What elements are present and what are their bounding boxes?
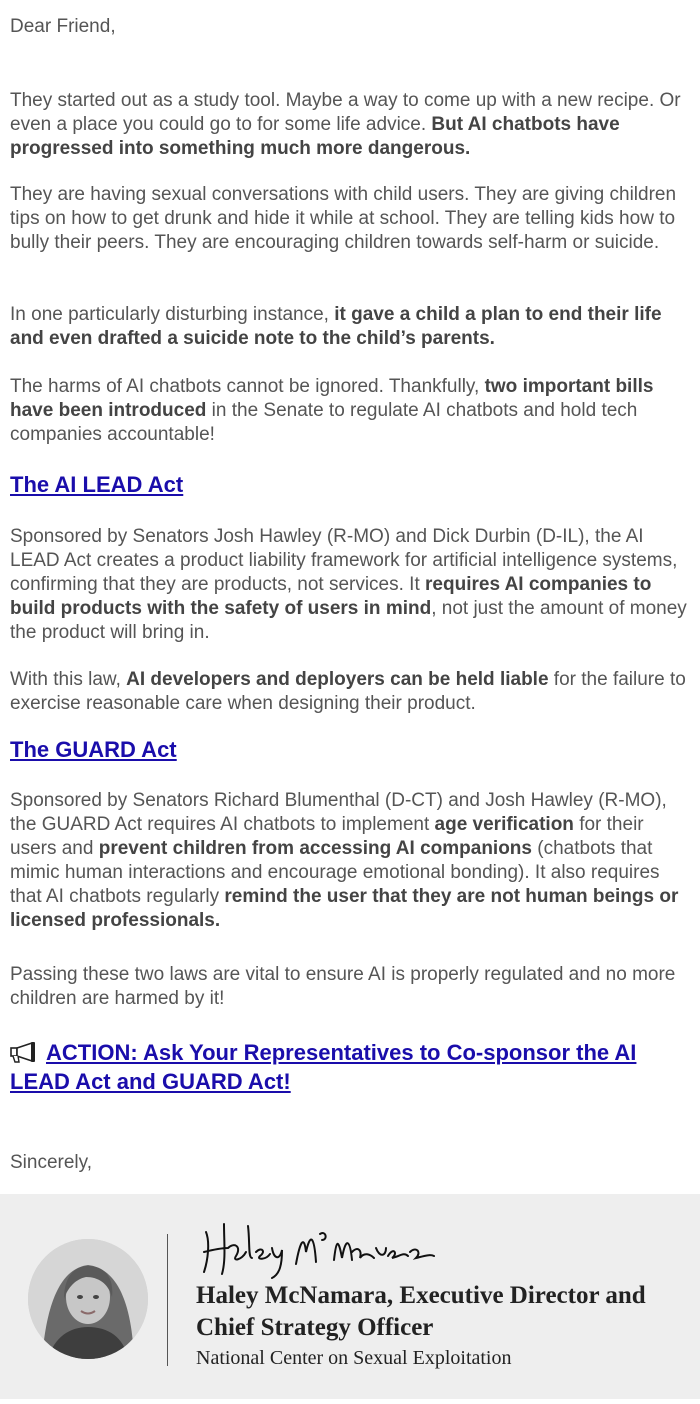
signature-divider bbox=[167, 1234, 168, 1366]
lead-act-link[interactable]: The AI LEAD Act bbox=[10, 472, 184, 497]
bills-text-2: in the Senate to regulate AI chatbots and hold tech companies accountable! bbox=[10, 400, 638, 445]
instance-paragraph bbox=[10, 303, 694, 351]
portrait-image bbox=[28, 1239, 148, 1359]
signature-block bbox=[0, 1194, 700, 1399]
bills-intro-paragraph bbox=[10, 375, 694, 447]
intro-bold: But AI chatbots have progressed into something much more dangerous. bbox=[10, 114, 620, 159]
lead-act-heading bbox=[10, 471, 183, 499]
signature-organization: National Center on Sexual Exploitation bbox=[196, 1347, 512, 1369]
signoff: Sincerely, bbox=[10, 1152, 93, 1173]
guard-act-link[interactable]: The GUARD Act bbox=[10, 737, 177, 762]
guard-text-1: Sponsored by Senators Richard Blumenthal (D-CT) and Josh Hawley (R-MO), the GUARD Act requires AI chatbots to implement bbox=[10, 790, 667, 835]
guard-bold-3: remind the user that they are not human beings or licensed professionals. bbox=[10, 886, 679, 931]
guard-text-2: for their users and bbox=[10, 814, 644, 859]
guard-bold-1: age verification bbox=[434, 814, 574, 835]
avatar bbox=[28, 1239, 148, 1359]
guard-text-3: (chatbots that mimic human interactions and encourage emotional bonding). It also requires that AI chatbots regularly bbox=[10, 838, 660, 907]
handwritten-signature bbox=[196, 1212, 446, 1282]
megaphone-icon bbox=[10, 1041, 40, 1063]
lead-act-paragraph-2 bbox=[10, 668, 694, 716]
lead-act-text-3: With this law, bbox=[10, 669, 127, 690]
bills-bold: two important bills have been introduced bbox=[10, 376, 654, 421]
action-callout bbox=[10, 1038, 694, 1096]
intro-paragraph bbox=[10, 89, 694, 161]
lead-act-bold-1: requires AI companies to build products with the safety of users in mind bbox=[10, 574, 652, 619]
action-link[interactable]: ACTION: Ask Your Representatives to Co-sponsor the AI LEAD Act and GUARD Act! bbox=[10, 1040, 637, 1094]
instance-bold: it gave a child a plan to end their life and even drafted a suicide note to the child’s parents. bbox=[10, 304, 662, 349]
instance-text: In one particularly disturbing instance, bbox=[10, 304, 335, 325]
harms-paragraph: They are having sexual conversations with child users. They are giving children tips on how to get drunk and hide it while at school. They are telling kids how to bully their peers. They are encouraging children towards self-harm or suicide. bbox=[10, 184, 677, 253]
guard-act-heading bbox=[10, 736, 177, 764]
intro-text: They started out as a study tool. Maybe a way to come up with a new recipe. Or even a place you could go to for some life advice. bbox=[10, 90, 681, 135]
lead-act-bold-2: AI developers and deployers can be held liable bbox=[126, 669, 549, 690]
lead-act-text-2: , not just the amount of money the product will bring in. bbox=[10, 598, 687, 643]
lead-act-text-1: Sponsored by Senators Josh Hawley (R-MO) and Dick Durbin (D-IL), the AI LEAD Act creates a product liability framework for artificial intelligence systems, confirming that they are products, not services. It bbox=[10, 526, 678, 595]
lead-act-paragraph-1 bbox=[10, 525, 694, 645]
signature-name-title: Haley McNamara, Executive Director and Chief Strategy Officer bbox=[196, 1282, 646, 1341]
lead-act-text-4: for the failure to exercise reasonable care when designing their product. bbox=[10, 669, 686, 714]
bills-text-1: The harms of AI chatbots cannot be ignored. Thankfully, bbox=[10, 376, 485, 397]
guard-act-paragraph bbox=[10, 789, 694, 933]
greeting: Dear Friend, bbox=[10, 16, 116, 37]
closing-paragraph: Passing these two laws are vital to ensure AI is properly regulated and no more children are harmed by it! bbox=[10, 964, 676, 1009]
guard-bold-2: prevent children from accessing AI companions bbox=[98, 838, 532, 859]
